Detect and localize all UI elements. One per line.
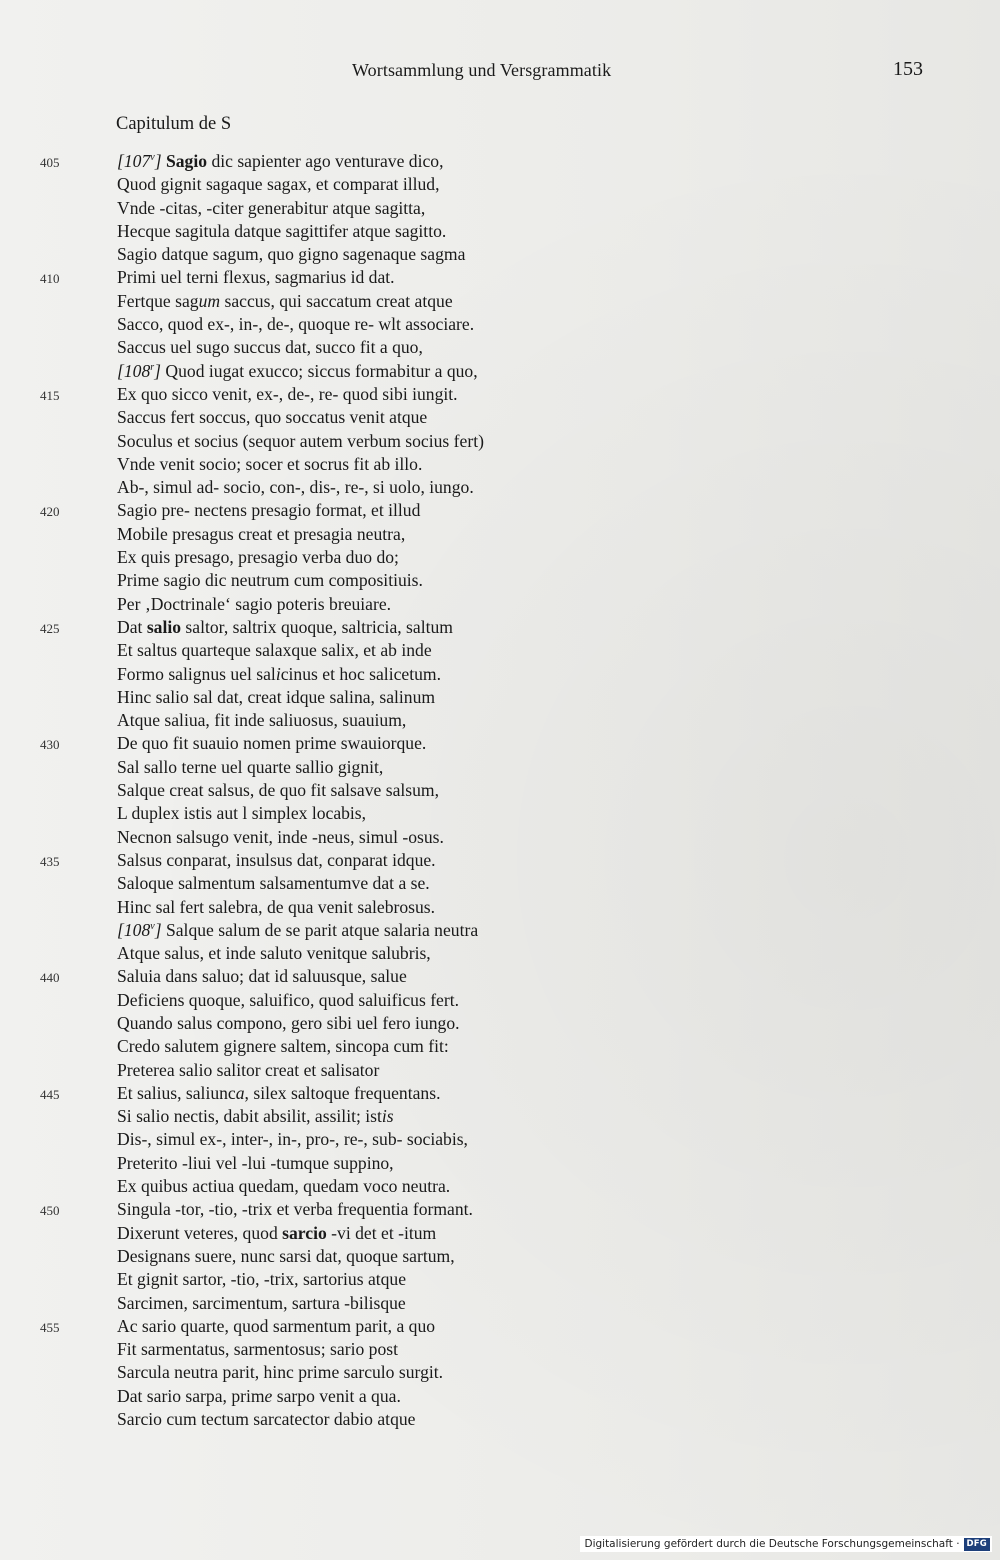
verse-line bbox=[0, 616, 1000, 639]
verse-line bbox=[0, 360, 1000, 383]
verse-text: Formo salignus uel salicinus et hoc salicetum. bbox=[117, 663, 441, 684]
verse-line bbox=[0, 732, 1000, 755]
verse-text: Fit sarmentatus, sarmentosus; sario post bbox=[117, 1339, 398, 1360]
verse-line bbox=[0, 1059, 1000, 1082]
verse-text: Saccus fert soccus, quo soccatus venit atque bbox=[117, 407, 428, 428]
verse-line bbox=[0, 173, 1000, 196]
verse-line bbox=[0, 1035, 1000, 1058]
page-number: 153 bbox=[893, 58, 923, 80]
verse-text: Si salio nectis, dabit absilit, assilit; istis bbox=[117, 1106, 394, 1127]
line-number: 450 bbox=[40, 1203, 60, 1219]
verse-line bbox=[0, 663, 1000, 686]
verse-text: Quando salus compono, gero sibi uel fero iungo. bbox=[117, 1012, 460, 1033]
verse-text: De quo fit suauio nomen prime swauiorque. bbox=[117, 733, 427, 754]
verse-text: [107$^v$] Sagio dic sapienter ago venturave dico, bbox=[117, 151, 444, 171]
verse-line bbox=[0, 313, 1000, 336]
verse-line bbox=[0, 430, 1000, 453]
verse-text: Sagio datque sagum, quo gigno sagenaque sagma bbox=[117, 244, 466, 265]
verse-line bbox=[0, 779, 1000, 802]
verse-line bbox=[0, 1268, 1000, 1291]
verse-line bbox=[0, 989, 1000, 1012]
verse-line bbox=[0, 1175, 1000, 1198]
verse-line bbox=[0, 919, 1000, 942]
verse-text: Sacco, quod ex-, in-, de-, quoque re- wlt associare. bbox=[117, 314, 475, 335]
verse-text: Saluia dans saluo; dat id saluusque, salue bbox=[117, 966, 407, 987]
verse-line bbox=[0, 1408, 1000, 1431]
line-number: 425 bbox=[40, 620, 60, 636]
verse-text: Sagio pre- nectens presagio format, et illud bbox=[117, 500, 421, 521]
verse-text: [108$^v$] Salque salum de se parit atque salaria neutra bbox=[117, 919, 479, 940]
verse-text: Ac sario quarte, quod sarmentum parit, a quo bbox=[117, 1315, 436, 1336]
verse-line bbox=[0, 523, 1000, 546]
verse-text: Saccus uel sugo succus dat, succo fit a quo, bbox=[117, 337, 423, 358]
verse-text: Singula -tor, -tio, -trix et verba frequentia formant. bbox=[117, 1199, 473, 1220]
verse-text: Dat sario sarpa, prime sarpo venit a qua. bbox=[117, 1385, 401, 1406]
verse-text: Dixerunt veteres, quod sarcio -vi det et -itum bbox=[117, 1222, 437, 1243]
verse-line bbox=[0, 150, 1000, 173]
verse-line bbox=[0, 802, 1000, 825]
verse-line bbox=[0, 1222, 1000, 1245]
verse-line bbox=[0, 1338, 1000, 1361]
verse-line bbox=[0, 336, 1000, 359]
verse-text: Salsus conparat, insulsus dat, conparat idque. bbox=[117, 849, 436, 870]
verse-text: Et saltus quarteque salaxque salix, et ab inde bbox=[117, 640, 432, 661]
line-number: 415 bbox=[40, 387, 60, 403]
verse-text: Vnde venit socio; socer et socrus fit ab illo. bbox=[117, 453, 423, 474]
verse-text: Deficiens quoque, saluifico, quod saluificus fert. bbox=[117, 989, 460, 1010]
verse-line bbox=[0, 1315, 1000, 1338]
verse-line bbox=[0, 1105, 1000, 1128]
verse-text: Saloque salmentum salsamentumve dat a se. bbox=[117, 873, 430, 894]
verse-line bbox=[0, 686, 1000, 709]
line-number: 455 bbox=[40, 1319, 60, 1335]
verse-text: Ex quibus actiua quedam, quedam voco neutra. bbox=[117, 1176, 451, 1197]
verse-text: Per ‚Doctrinale‘ sagio poteris breuiare. bbox=[117, 593, 392, 614]
verse-text: Hinc salio sal dat, creat idque salina, salinum bbox=[117, 686, 436, 707]
verse-text: Preterito -liui vel -lui -tumque suppino, bbox=[117, 1152, 394, 1173]
verse-line bbox=[0, 1198, 1000, 1221]
credit-text: Digitalisierung gefördert durch die Deutsche Forschungsgemeinschaft · bbox=[584, 1538, 960, 1550]
verse-text: Preterea salio salitor creat et salisator bbox=[117, 1059, 380, 1080]
line-number: 430 bbox=[40, 737, 60, 753]
verse-line bbox=[0, 453, 1000, 476]
verse-text: Atque salus, et inde saluto venitque salubris, bbox=[117, 943, 431, 964]
verse-text: Salque creat salsus, de quo fit salsave salsum, bbox=[117, 780, 439, 801]
verse-line bbox=[0, 1385, 1000, 1408]
verse-line bbox=[0, 1361, 1000, 1384]
verse-text: Fertque sagum saccus, qui saccatum creat atque bbox=[117, 290, 453, 311]
verse-line bbox=[0, 1152, 1000, 1175]
running-title: Wortsammlung und Versgrammatik bbox=[352, 60, 612, 80]
line-number: 405 bbox=[40, 155, 60, 170]
line-number: 445 bbox=[40, 1086, 60, 1102]
verse-line bbox=[0, 965, 1000, 988]
verse-line bbox=[0, 383, 1000, 406]
verse-text: Prime sagio dic neutrum cum compositiuis. bbox=[117, 570, 423, 591]
verse-text: Sarcula neutra parit, hinc prime sarculo surgit. bbox=[117, 1362, 444, 1383]
verse-text: Sarcio cum tectum sarcatector dabio atque bbox=[117, 1409, 416, 1430]
verse-text: Credo salutem gignere saltem, sincopa cum fit: bbox=[117, 1036, 449, 1057]
verse-text: Designans suere, nunc sarsi dat, quoque sartum, bbox=[117, 1245, 455, 1266]
verse-line bbox=[0, 499, 1000, 522]
verse-line bbox=[0, 266, 1000, 289]
verse-text: Et gignit sartor, -tio, -trix, sartorius atque bbox=[117, 1269, 407, 1290]
verse-text: Ex quo sicco venit, ex-, de-, re- quod sibi iungit. bbox=[117, 383, 458, 404]
chapter-heading: Capitulum de S bbox=[116, 114, 232, 134]
verse-line bbox=[0, 942, 1000, 965]
verse-line bbox=[0, 896, 1000, 919]
verse-line bbox=[0, 197, 1000, 220]
verse-line bbox=[0, 826, 1000, 849]
verse-list bbox=[0, 150, 1000, 1431]
verse-text: Atque saliua, fit inde saliuosus, suauium, bbox=[117, 710, 407, 731]
verse-line bbox=[0, 1128, 1000, 1151]
verse-text: Soculus et socius (sequor autem verbum socius fert) bbox=[117, 430, 484, 451]
running-head bbox=[0, 60, 1000, 86]
verse-text: Necnon salsugo venit, inde -neus, simul -osus. bbox=[117, 826, 444, 847]
verse-line bbox=[0, 639, 1000, 662]
verse-line bbox=[0, 849, 1000, 872]
line-number: 420 bbox=[40, 504, 60, 520]
verse-text: Ex quis presago, presagio verba duo do; bbox=[117, 547, 399, 568]
verse-line bbox=[0, 220, 1000, 243]
verse-line bbox=[0, 476, 1000, 499]
verse-text: Hecque sagitula datque sagittifer atque sagitto. bbox=[117, 220, 447, 241]
verse-text: Ab-, simul ad- socio, con-, dis-, re-, si uolo, iungo. bbox=[117, 477, 474, 498]
line-number: 440 bbox=[40, 970, 60, 986]
verse-text: Et salius, saliunca, silex saltoque frequentans. bbox=[117, 1082, 441, 1103]
verse-text: Dis-, simul ex-, inter-, in-, pro-, re-, sub- sociabis, bbox=[117, 1129, 468, 1150]
verse-line bbox=[0, 593, 1000, 616]
verse-text: L duplex istis aut l simplex locabis, bbox=[117, 803, 367, 824]
line-number: 410 bbox=[40, 271, 60, 287]
verse-text: Vnde -citas, -citer generabitur atque sagitta, bbox=[117, 197, 426, 218]
dfg-logo: DFG bbox=[964, 1538, 990, 1551]
verse-text: Dat salio saltor, saltrix quoque, saltricia, saltum bbox=[117, 616, 453, 637]
verse-text: Sarcimen, sarcimentum, sartura -bilisque bbox=[117, 1292, 406, 1313]
verse-line bbox=[0, 546, 1000, 569]
digitization-credit bbox=[580, 1536, 992, 1552]
verse-line bbox=[0, 709, 1000, 732]
verse-line bbox=[0, 1292, 1000, 1315]
verse-line bbox=[0, 569, 1000, 592]
line-number: 435 bbox=[40, 853, 60, 869]
verse-line bbox=[0, 872, 1000, 895]
verse-line bbox=[0, 1245, 1000, 1268]
verse-text: [108$^r$] Quod iugat exucco; siccus formabitur a quo, bbox=[117, 360, 478, 381]
verse-line bbox=[0, 243, 1000, 266]
verse-text: Mobile presagus creat et presagia neutra, bbox=[117, 523, 406, 544]
verse-line bbox=[0, 1012, 1000, 1035]
verse-line bbox=[0, 1082, 1000, 1105]
verse-text: Hinc sal fert salebra, de qua venit salebrosus. bbox=[117, 896, 436, 917]
verse-line bbox=[0, 406, 1000, 429]
verse-text: Quod gignit sagaque sagax, et comparat illud, bbox=[117, 174, 440, 195]
verse-text: Sal sallo terne uel quarte sallio gignit, bbox=[117, 756, 384, 777]
verse-text: Primi uel terni flexus, sagmarius id dat. bbox=[117, 267, 395, 288]
verse-line bbox=[0, 290, 1000, 313]
verse-line bbox=[0, 756, 1000, 779]
